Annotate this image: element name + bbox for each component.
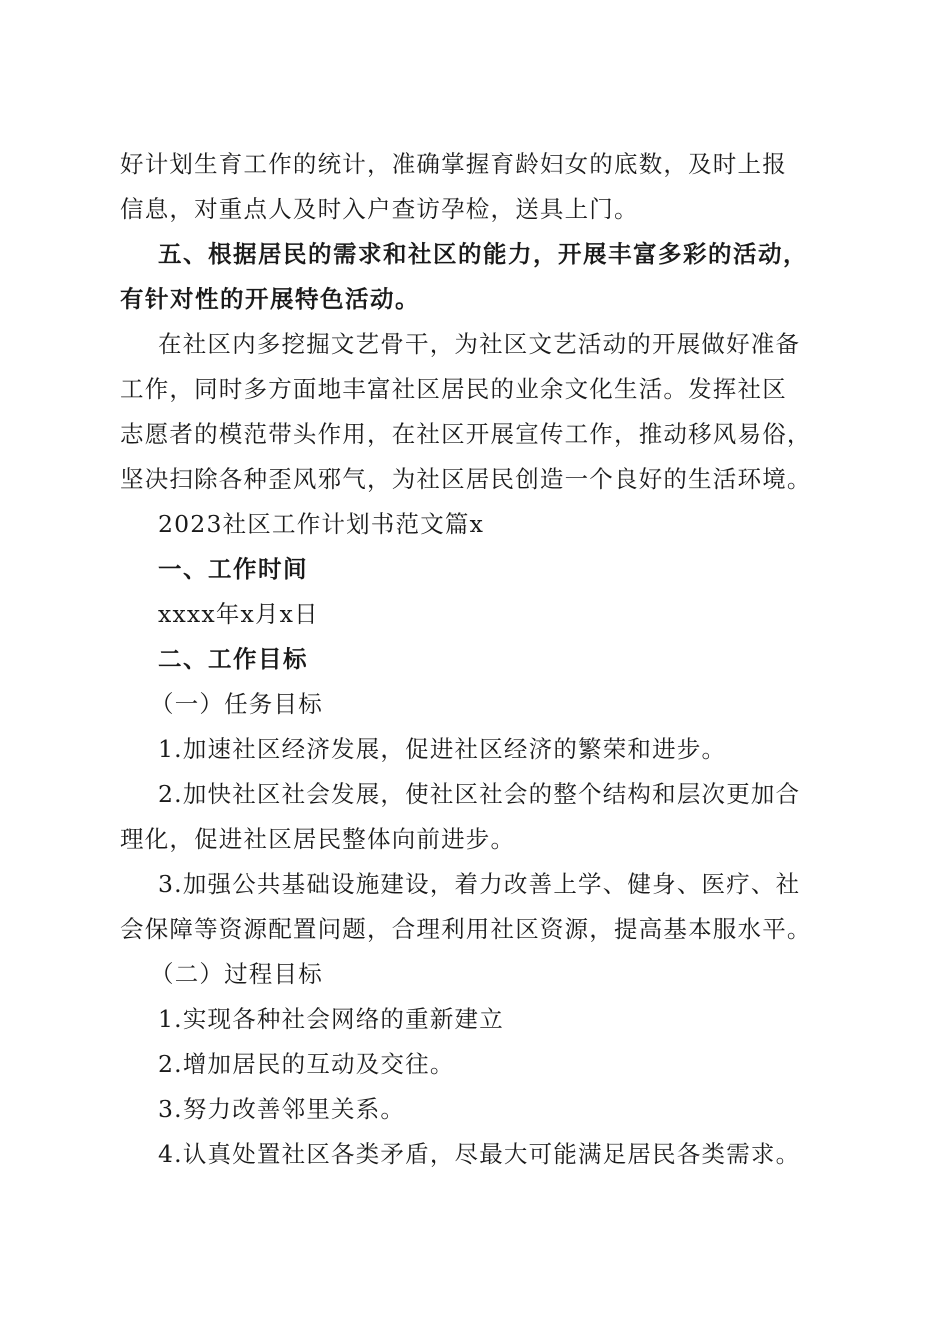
document-subtitle: 2023社区工作计划书范文篇x <box>158 510 485 538</box>
list-item: 4.认真处置社区各类矛盾，尽最大可能满足居民各类需求。 <box>158 1140 801 1168</box>
list-item: 2.增加居民的互动及交往。 <box>158 1050 455 1078</box>
heading-work-time: 一、工作时间 <box>158 555 308 583</box>
work-date: xxxx年x月x日 <box>158 600 319 628</box>
list-item-cont: 会保障等资源配置问题，合理利用社区资源，提高基本服水平。 <box>120 915 812 943</box>
heading-work-goals: 二、工作目标 <box>158 645 308 673</box>
list-item: 2.加快社区社会发展，使社区社会的整个结构和层次更加合 <box>158 780 801 808</box>
subheading-process-goals: （二）过程目标 <box>150 960 323 988</box>
list-item: 3.加强公共基础设施建设，着力改善上学、健身、医疗、社 <box>158 870 801 898</box>
paragraph-line: 信息，对重点人及时入户查访孕检，送具上门。 <box>120 195 639 223</box>
list-item-cont: 理化，促进社区居民整体向前进步。 <box>120 825 516 853</box>
section-heading-five: 五、根据居民的需求和社区的能力，开展丰富多彩的活动， <box>158 240 808 268</box>
list-item: 1.加速社区经济发展，促进社区经济的繁荣和进步。 <box>158 735 727 763</box>
list-item: 1.实现各种社会网络的重新建立 <box>158 1005 504 1033</box>
paragraph-line: 好计划生育工作的统计，准确掌握育龄妇女的底数，及时上报 <box>120 150 787 178</box>
subheading-task-goals: （一）任务目标 <box>150 690 323 718</box>
section-heading-five-cont: 有针对性的开展特色活动。 <box>120 285 420 313</box>
paragraph-line: 工作，同时多方面地丰富社区居民的业余文化生活。发挥社区 <box>120 375 787 403</box>
list-item: 3.努力改善邻里关系。 <box>158 1095 406 1123</box>
paragraph-line: 志愿者的模范带头作用，在社区开展宣传工作，推动移风易俗， <box>120 420 812 448</box>
paragraph-line: 坚决扫除各种歪风邪气，为社区居民创造一个良好的生活环境。 <box>120 465 812 493</box>
document-body <box>120 142 832 1177</box>
paragraph-line: 在社区内多挖掘文艺骨干，为社区文艺活动的开展做好准备 <box>158 330 801 358</box>
